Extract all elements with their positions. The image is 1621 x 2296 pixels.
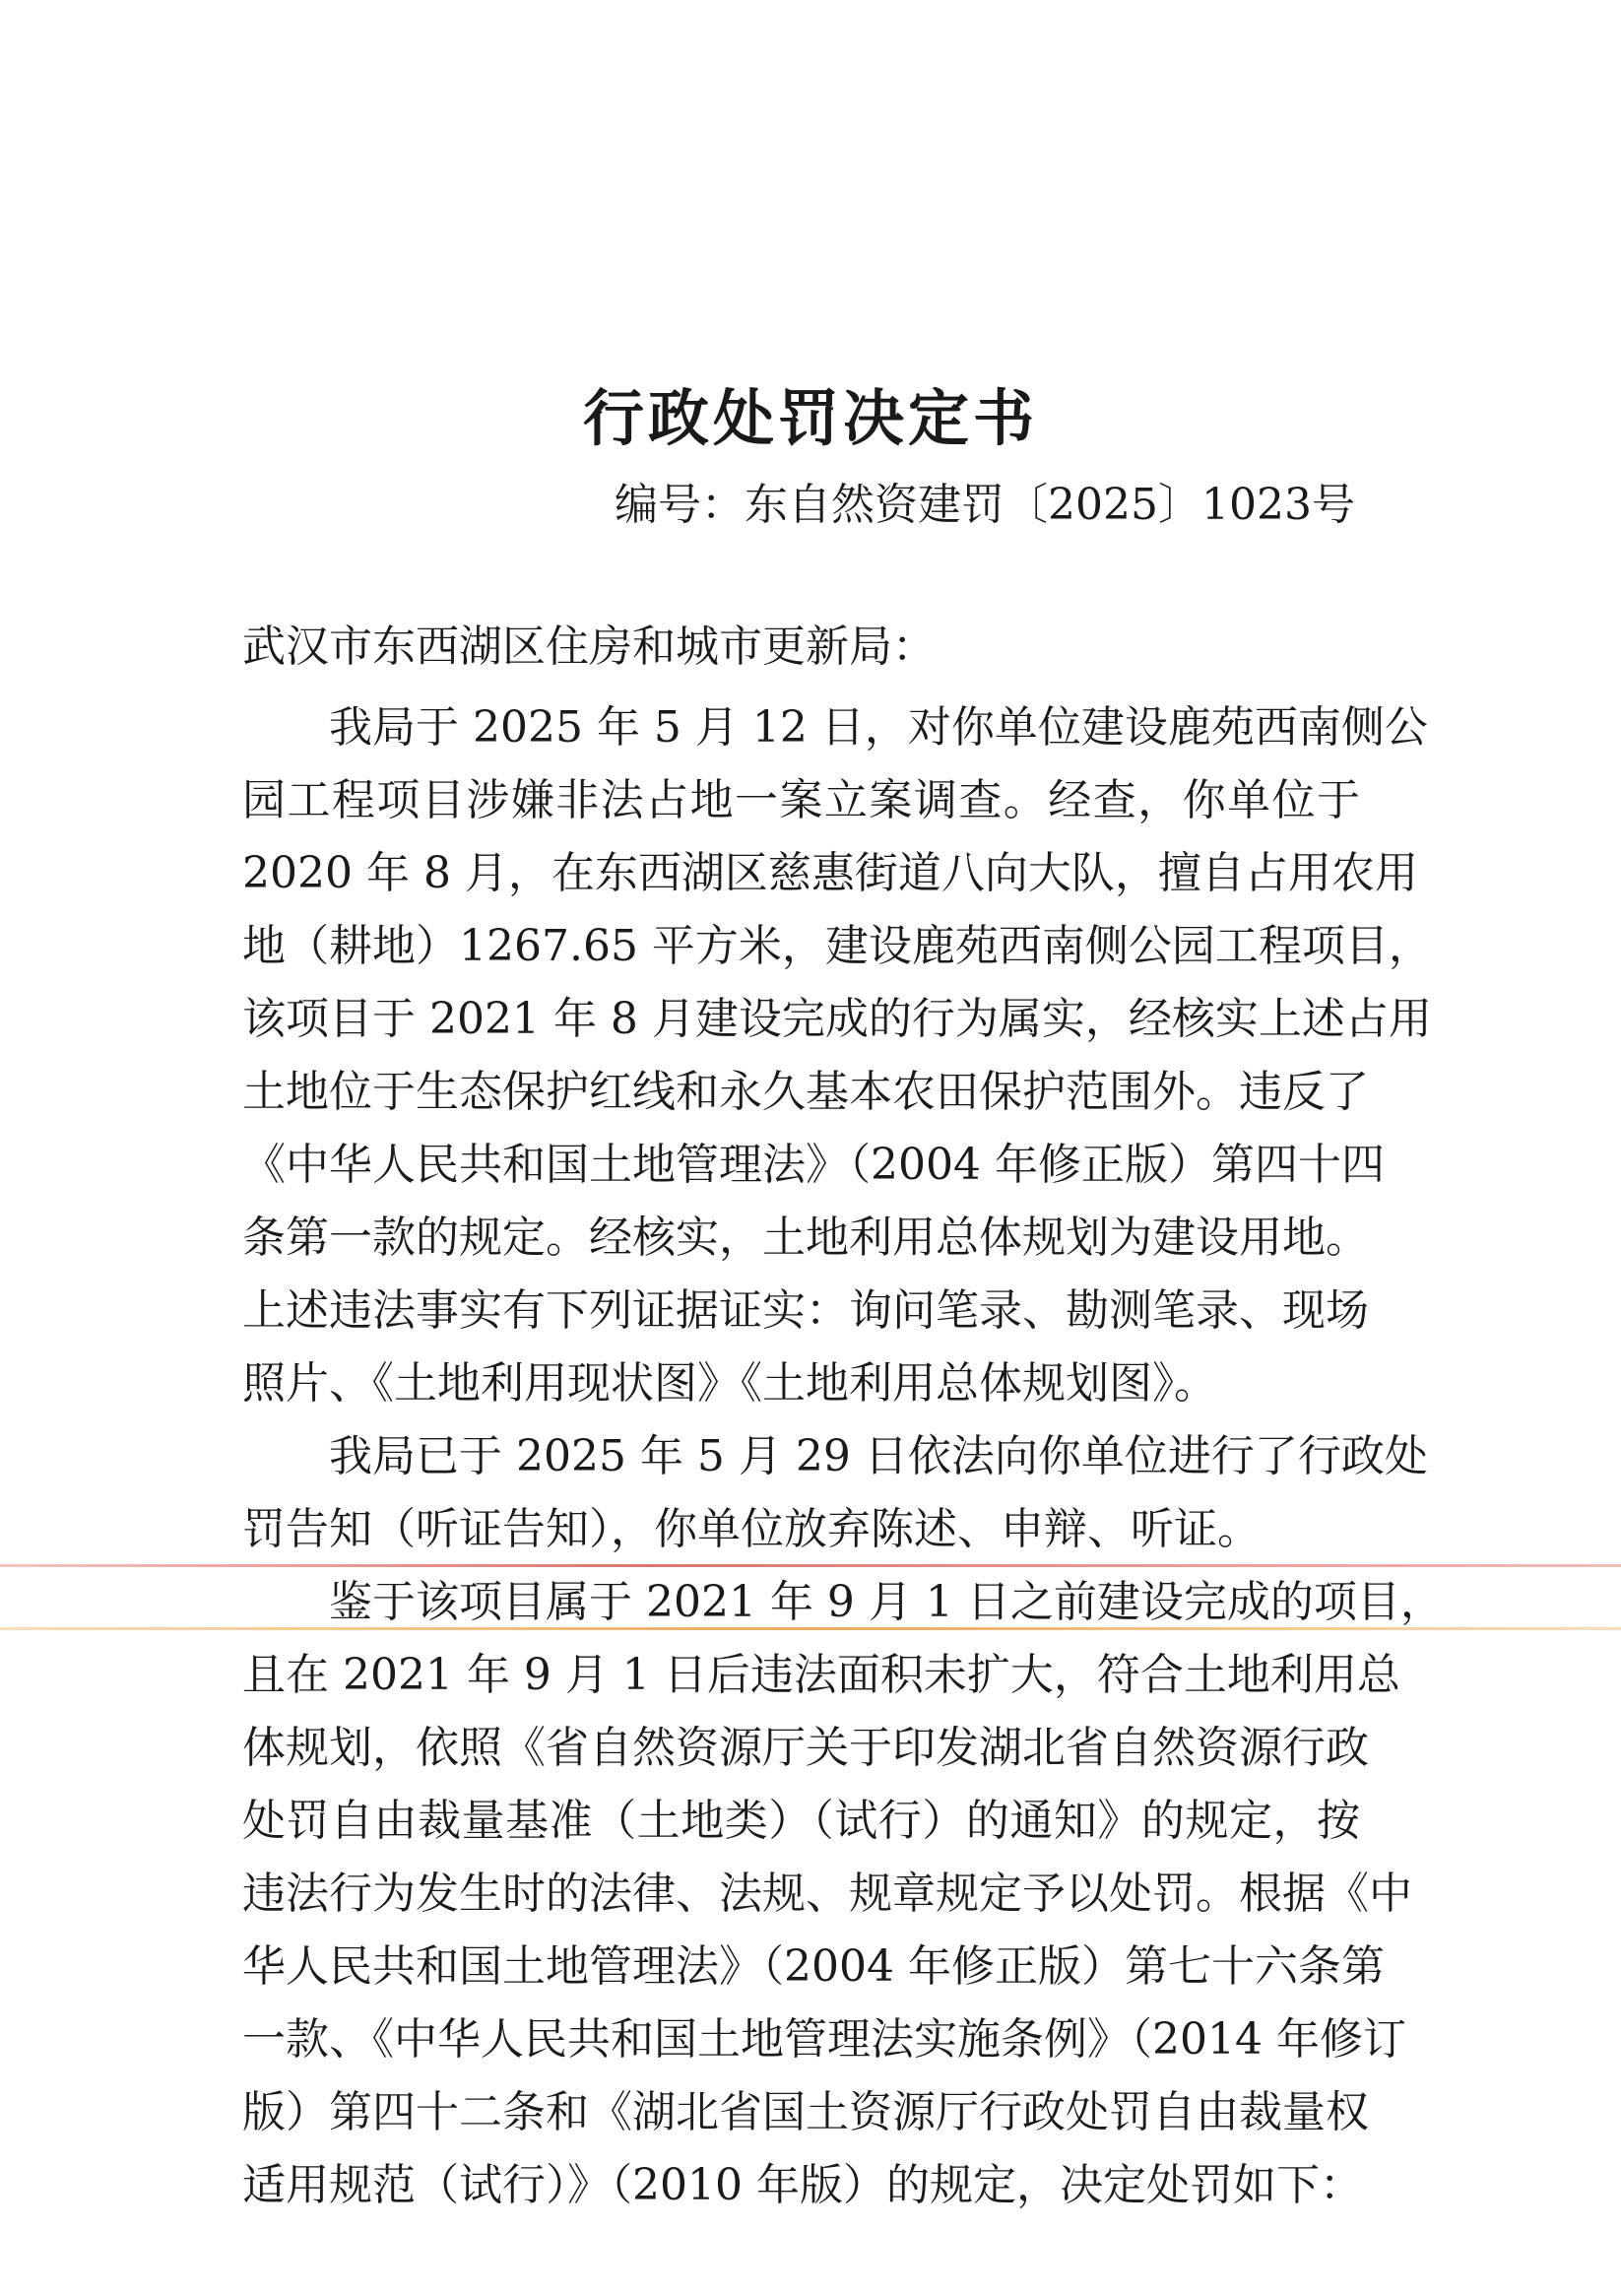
body-line: 我局于 2025 年 5 月 12 日，对你单位建设鹿苑西南侧公 bbox=[329, 702, 1428, 753]
body-line: 地（耕地）1267.65 平方米，建设鹿苑西南侧公园工程项目， bbox=[242, 921, 1432, 971]
body-line: 该项目于 2021 年 8 月建设完成的行为属实，经核实上述占用 bbox=[242, 994, 1432, 1044]
body-line: 违法行为发生时的法律、法规、规章规定予以处罚。根据《中 bbox=[242, 1869, 1412, 1919]
body-line: 《中华人民共和国土地管理法》（2004 年修正版）第四十四 bbox=[242, 1140, 1385, 1190]
body-line: 且在 2021 年 9 月 1 日后违法面积未扩大，符合土地利用总 bbox=[242, 1650, 1400, 1700]
body-line: 我局已于 2025 年 5 月 29 日依法向你单位进行了行政处 bbox=[329, 1431, 1428, 1481]
body-line: 体规划，依照《省自然资源厅关于印发湖北省自然资源行政 bbox=[242, 1723, 1369, 1773]
body-line: 鉴于该项目属于 2021 年 9 月 1 日之前建设完成的项目， bbox=[329, 1577, 1444, 1627]
body-line: 上述违法事实有下列证据证实：询问笔录、勘测笔录、现场 bbox=[242, 1285, 1369, 1336]
scan-line-red bbox=[0, 1564, 1621, 1567]
body-line: 条第一款的规定。经核实，土地利用总体规划为建设用地。 bbox=[242, 1213, 1369, 1263]
body-line: 适用规范（试行）》（2010 年版）的规定，决定处罚如下： bbox=[242, 2160, 1363, 2210]
body-line: 版）第四十二条和《湖北省国土资源厅行政处罚自由裁量权 bbox=[242, 2087, 1369, 2137]
body-line: 一款、《中华人民共和国土地管理法实施条例》（2014 年修订 bbox=[242, 2014, 1406, 2065]
body-line: 罚告知（听证告知），你单位放弃陈述、申辩、听证。 bbox=[242, 1504, 1261, 1554]
body-line: 2020 年 8 月，在东西湖区慈惠街道八向大队，擅自占用农用 bbox=[242, 848, 1418, 898]
document-title: 行政处罚决定书 bbox=[582, 382, 1038, 454]
body-line: 处罚自由裁量基准（土地类）（试行）的通知》的规定，按 bbox=[242, 1796, 1360, 1846]
addressee: 武汉市东西湖区住房和城市更新局： bbox=[242, 622, 936, 672]
body-line: 华人民共和国土地管理法》（2004 年修正版）第七十六条第 bbox=[242, 1941, 1385, 1992]
body-line: 园工程项目涉嫌非法占地一案立案调查。经查，你单位于 bbox=[242, 775, 1360, 825]
body-line: 土地位于生态保护红线和永久基本农田保护范围外。违反了 bbox=[242, 1067, 1369, 1117]
document-number: 编号：东自然资建罚〔2025〕1023号 bbox=[615, 480, 1355, 530]
body-line: 照片、《土地利用现状图》《土地利用总体规划图》。 bbox=[242, 1358, 1217, 1409]
